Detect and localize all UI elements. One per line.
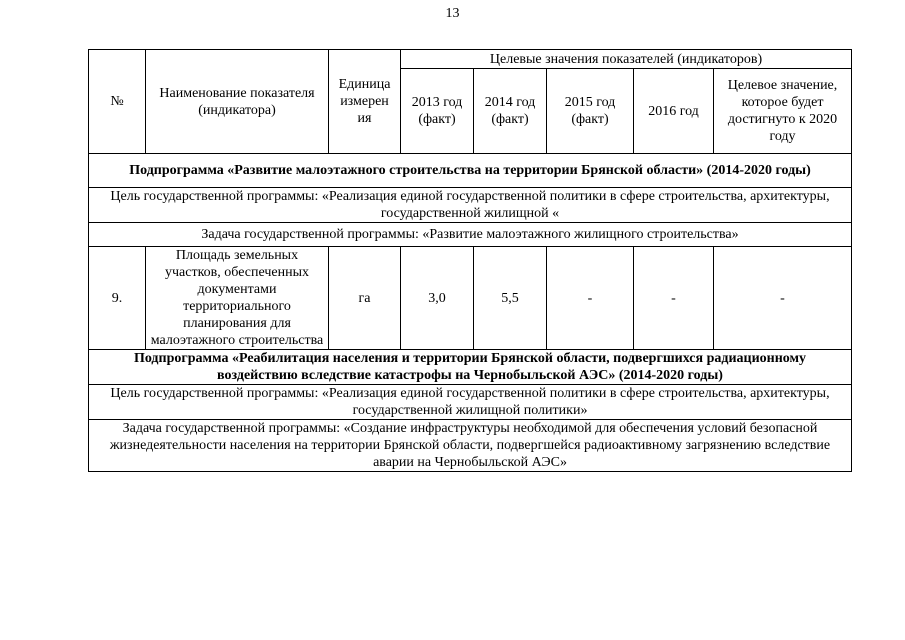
program-task: Задача государственной программы: «Создание инфраструктуры необходимой для обеспечения условий безопасной жизнедеятельности населения на территории Брянской области, подвергшейся радиоактивному загрязнению вследствие аварии на Чернобыльской АЭС» xyxy=(89,420,852,472)
value-target-2020: - xyxy=(714,247,852,350)
value-2014: 5,5 xyxy=(474,247,547,350)
header-year-2015: 2015 год (факт) xyxy=(547,69,634,154)
table-row xyxy=(89,247,852,350)
indicator-unit: га xyxy=(329,247,401,350)
header-target-values: Целевые значения показателей (индикаторов) xyxy=(401,50,852,69)
row-number: 9. xyxy=(89,247,146,350)
subprogram-row xyxy=(89,154,852,188)
value-2015: - xyxy=(547,247,634,350)
header-row-1 xyxy=(89,50,852,69)
goal-row xyxy=(89,385,852,420)
subprogram-title: Подпрограмма «Развитие малоэтажного строительства на территории Брянской области» (2014-2020 годы) xyxy=(89,154,852,188)
header-year-2013: 2013 год (факт) xyxy=(401,69,474,154)
program-task: Задача государственной программы: «Развитие малоэтажного жилищного строительства» xyxy=(89,223,852,247)
header-target-2020: Целевое значение, которое будет достигнуто к 2020 году xyxy=(714,69,852,154)
task-row xyxy=(89,223,852,247)
goal-row xyxy=(89,188,852,223)
header-num: № xyxy=(89,50,146,154)
program-goal: Цель государственной программы: «Реализация единой государственной политики в сфере строительства, архитектуры, государственной жилищной « xyxy=(89,188,852,223)
subprogram-row xyxy=(89,350,852,385)
header-indicator-name: Наименование показателя (индикатора) xyxy=(146,50,329,154)
program-goal: Цель государственной программы: «Реализация единой государственной политики в сфере строительства, архитектуры, государственной жилищной политики» xyxy=(89,385,852,420)
task-row xyxy=(89,420,852,472)
page-number: 13 xyxy=(445,6,460,21)
header-year-2014: 2014 год (факт) xyxy=(474,69,547,154)
value-2016: - xyxy=(634,247,714,350)
indicator-name: Площадь земельных участков, обеспеченных документами территориального планирования для малоэтажного строительства xyxy=(146,247,329,350)
header-unit: Единица измерен ия xyxy=(329,50,401,154)
subprogram-title: Подпрограмма «Реабилитация населения и территории Брянской области, подвергшихся радиационному воздействию вследствие катастрофы на Чернобыльской АЭС» (2014-2020 годы) xyxy=(89,350,852,385)
header-year-2016: 2016 год xyxy=(634,69,714,154)
value-2013: 3,0 xyxy=(401,247,474,350)
indicators-table xyxy=(88,49,852,472)
